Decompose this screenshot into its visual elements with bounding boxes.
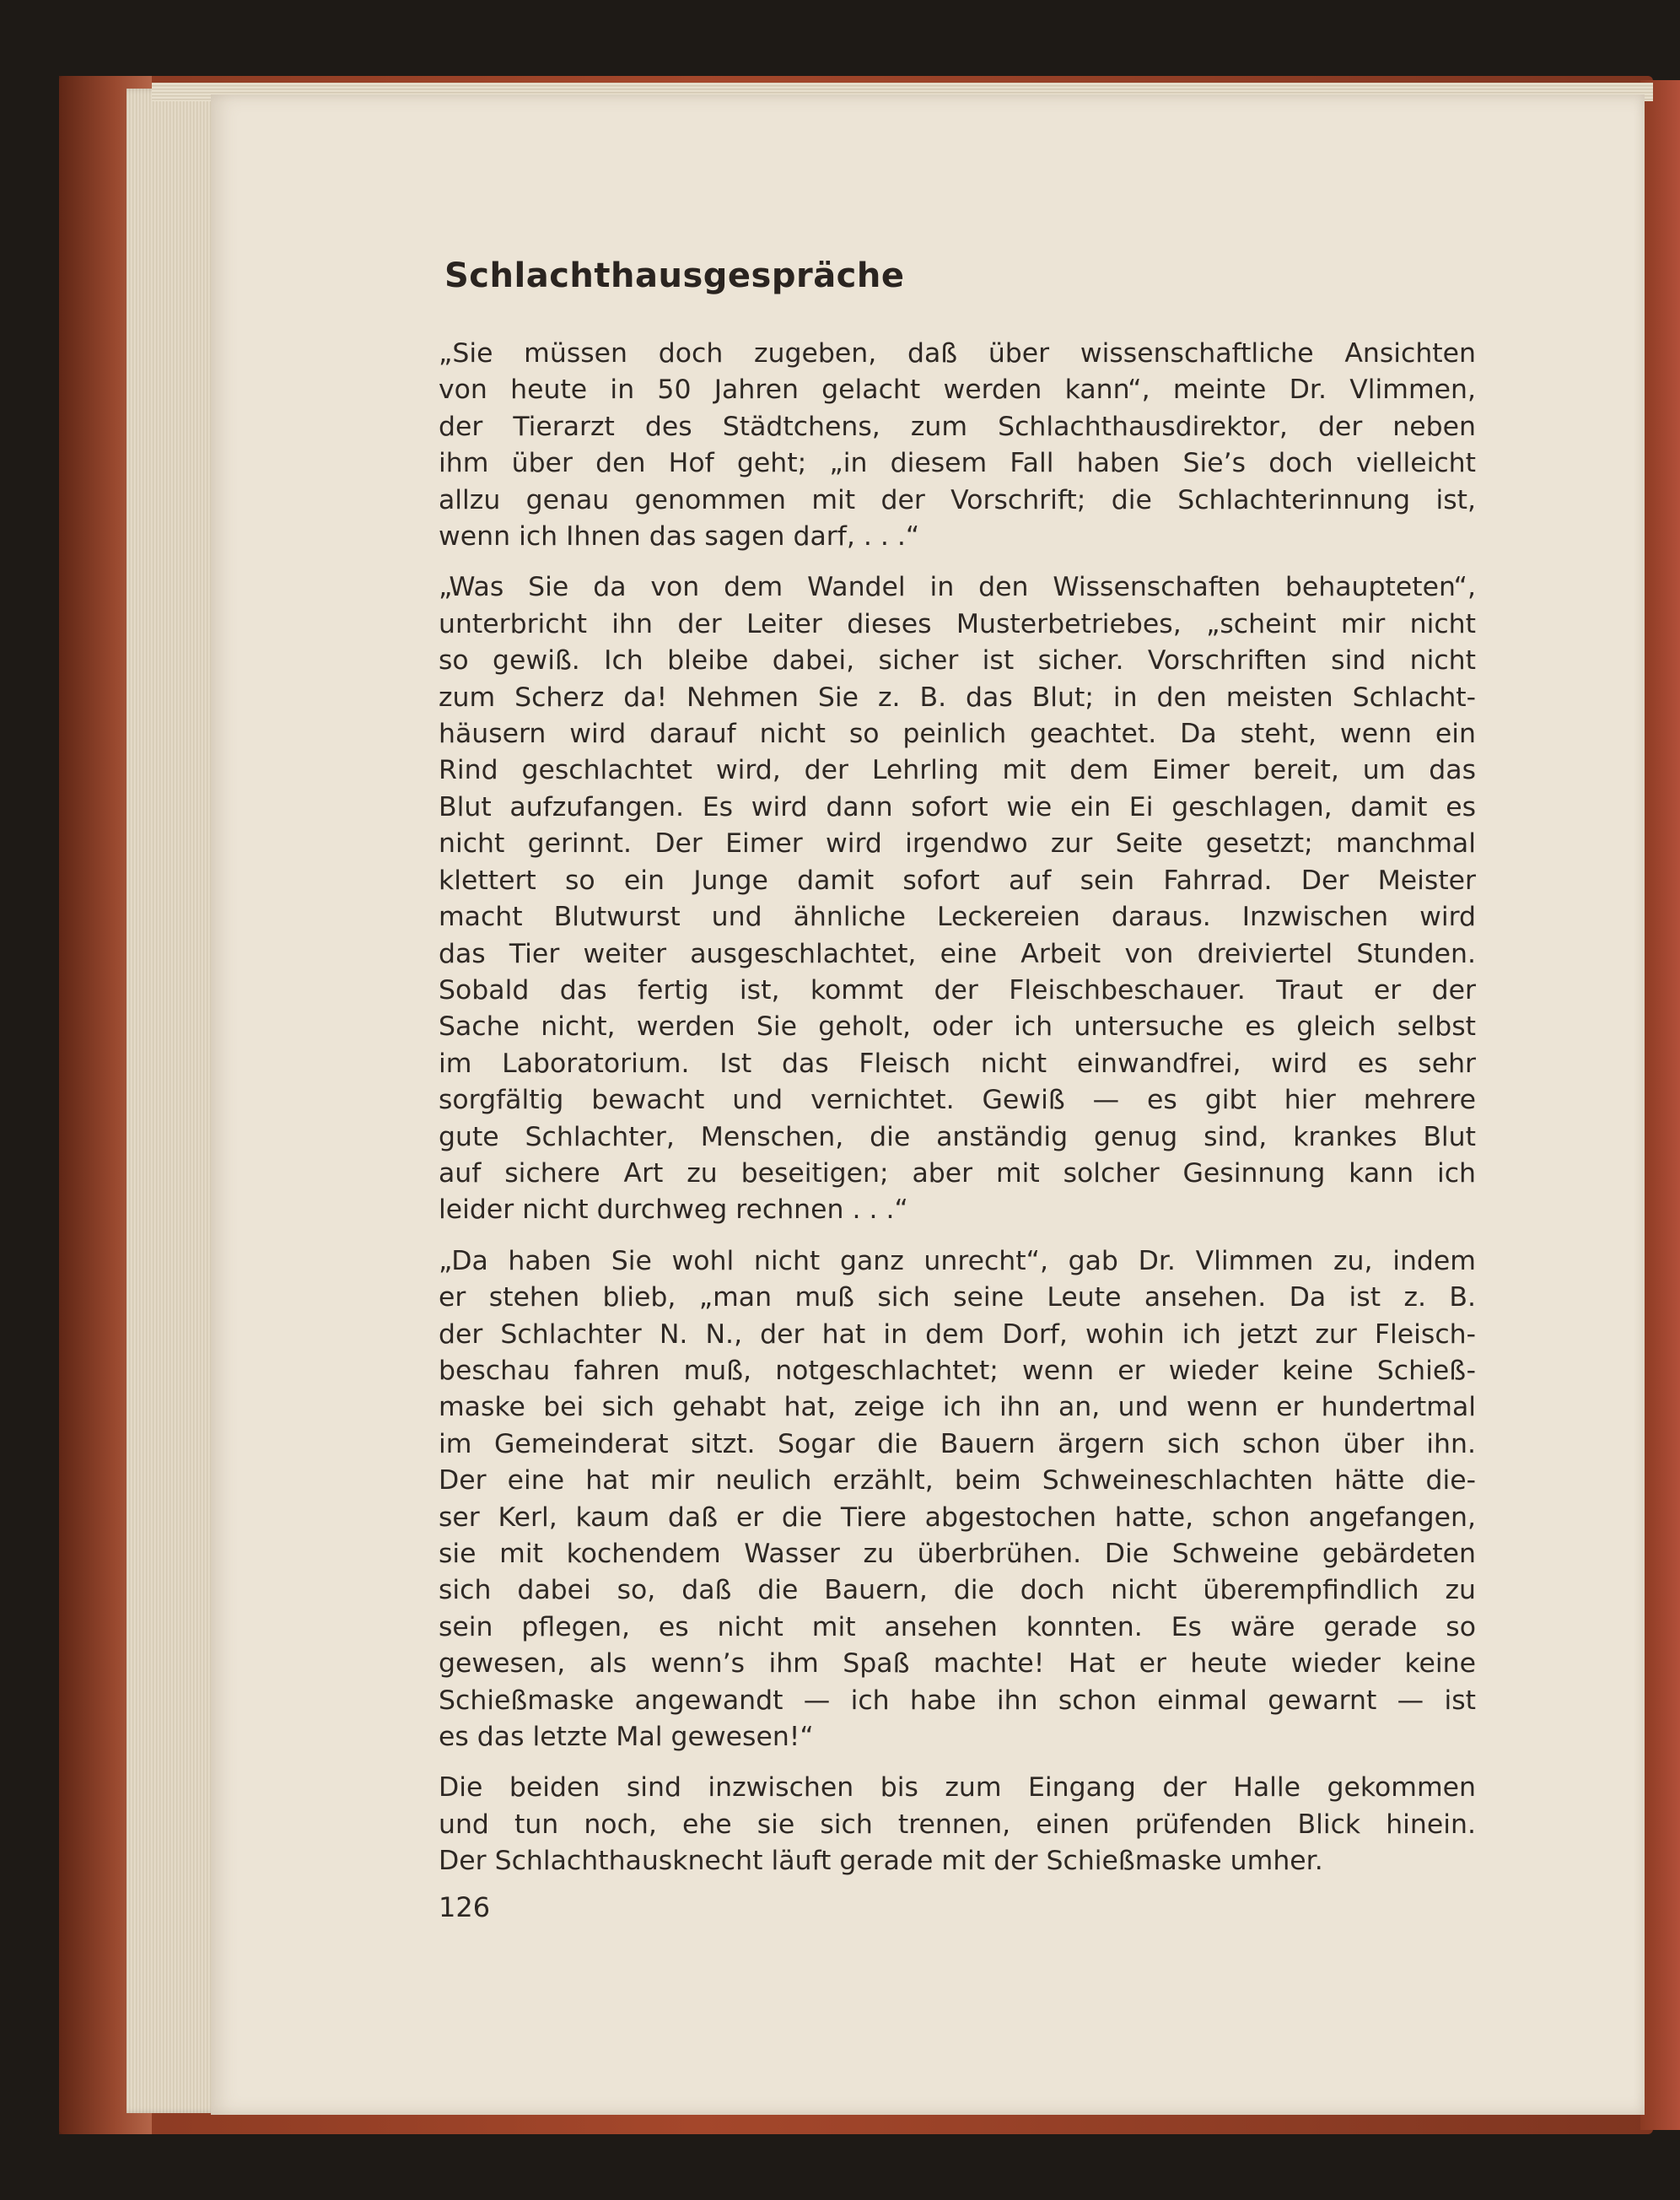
page-number: 126 xyxy=(439,1891,491,1923)
text-line: gewesen, als wenn’s ihm Spaß machte! Hat er heute wieder keine xyxy=(439,1648,1476,1680)
text-line: leider nicht durchweg rechnen . . .“ xyxy=(439,1194,908,1226)
text-line: allzu genau genommen mit der Vorschrift; die Schlachterinnung ist, xyxy=(439,484,1476,515)
text-line: Sache nicht, werden Sie geholt, oder ich untersuche es gleich selbst xyxy=(439,1011,1476,1043)
text-line: zum Scherz da! Nehmen Sie z. B. das Blut; in den meisten Schlacht- xyxy=(439,682,1476,713)
text-line: der Tierarzt des Städtchens, zum Schlachthausdirektor, der neben xyxy=(439,411,1476,442)
page-edges-left xyxy=(127,89,219,2113)
text-line: und tun noch, ehe sie sich trennen, einen prüfenden Blick hinein. xyxy=(439,1809,1476,1840)
text-line: „Da haben Sie wohl nicht ganz unrecht“, gab Dr. Vlimmen zu, indem xyxy=(439,1245,1476,1276)
text-line: auf sichere Art zu beseitigen; aber mit solcher Gesinnung kann ich xyxy=(439,1157,1476,1189)
paragraph xyxy=(439,1243,1476,1756)
text-line: Blut aufzufangen. Es wird dann sofort wie ein Ei geschlagen, damit es xyxy=(439,791,1476,822)
text-line: ihm über den Hof geht; „in diesem Fall haben Sie’s doch vielleicht xyxy=(439,448,1476,479)
text-line: im Laboratorium. Ist das Fleisch nicht einwandfrei, wird es sehr xyxy=(439,1048,1476,1079)
page-title: Schlachthausgespräche xyxy=(444,256,905,295)
text-line: sie mit kochendem Wasser zu überbrühen. Die Schweine gebärdeten xyxy=(439,1539,1476,1569)
body-text xyxy=(439,336,1476,1895)
text-line: klettert so ein Junge damit sofort auf sein Fahrrad. Der Meister xyxy=(439,865,1476,896)
text-line: „Was Sie da von dem Wandel in den Wissenschaften behaupteten“, xyxy=(439,572,1476,603)
paragraph xyxy=(439,569,1476,1228)
text-line: Der Schlachthausknecht läuft gerade mit der Schießmaske umher. xyxy=(439,1846,1323,1877)
text-line: Die beiden sind inzwischen bis zum Eingang der Halle gekommen xyxy=(439,1772,1476,1804)
text-line: häusern wird darauf nicht so peinlich geachtet. Da steht, wenn ein xyxy=(439,719,1476,750)
text-line: Der eine hat mir neulich erzählt, beim Schweineschlachten hätte die- xyxy=(439,1465,1476,1496)
text-line: im Gemeinderat sitzt. Sogar die Bauern ärgern sich schon über ihn. xyxy=(439,1428,1476,1459)
text-line: Sobald das fertig ist, kommt der Fleischbeschauer. Traut er der xyxy=(439,974,1476,1006)
binding-edge xyxy=(1640,80,1680,2130)
text-line: das Tier weiter ausgeschlachtet, eine Arbeit von dreiviertel Stunden. xyxy=(439,938,1476,969)
text-line: wenn ich Ihnen das sagen darf, . . .“ xyxy=(439,521,920,553)
text-line: sich dabei so, daß die Bauern, die doch nicht überempfindlich zu xyxy=(439,1575,1476,1606)
text-line: sein pflegen, es nicht mit ansehen konnten. Es wäre gerade so xyxy=(439,1611,1476,1642)
text-line: macht Blutwurst und ähnliche Leckereien daraus. Inzwischen wird xyxy=(439,902,1476,933)
text-line: er stehen blieb, „man muß sich seine Leute ansehen. Da ist z. B. xyxy=(439,1282,1476,1313)
text-line: beschau fahren muß, notgeschlachtet; wenn er wieder keine Schieß- xyxy=(439,1355,1476,1386)
paragraph xyxy=(439,1770,1476,1879)
text-line: Schießmaske angewandt — ich habe ihn schon einmal gewarnt — ist xyxy=(439,1685,1476,1716)
text-line: ser Kerl, kaum daß er die Tiere abgestochen hatte, schon angefangen, xyxy=(439,1502,1476,1533)
text-line: der Schlachter N. N., der hat in dem Dorf, wohin ich jetzt zur Fleisch- xyxy=(439,1318,1476,1350)
text-line: Rind geschlachtet wird, der Lehrling mit dem Eimer bereit, um das xyxy=(439,755,1476,786)
text-line: gute Schlachter, Menschen, die anständig genug sind, krankes Blut xyxy=(439,1121,1476,1152)
text-line: maske bei sich gehabt hat, zeige ich ihn an, und wenn er hundertmal xyxy=(439,1392,1476,1423)
text-line: „Sie müssen doch zugeben, daß über wissenschaftliche Ansichten xyxy=(439,338,1476,369)
text-line: nicht gerinnt. Der Eimer wird irgendwo zur Seite gesetzt; manchmal xyxy=(439,828,1476,860)
text-line: es das letzte Mal gewesen!“ xyxy=(439,1722,814,1753)
text-line: sorgfältig bewacht und vernichtet. Gewiß — es gibt hier mehrere xyxy=(439,1085,1476,1116)
text-line: so gewiß. Ich bleibe dabei, sicher ist sicher. Vorschriften sind nicht xyxy=(439,645,1476,677)
paragraph xyxy=(439,336,1476,555)
text-line: unterbricht ihn der Leiter dieses Musterbetriebes, „scheint mir nicht xyxy=(439,608,1476,639)
text-line: von heute in 50 Jahren gelacht werden kann“, meinte Dr. Vlimmen, xyxy=(439,375,1476,406)
